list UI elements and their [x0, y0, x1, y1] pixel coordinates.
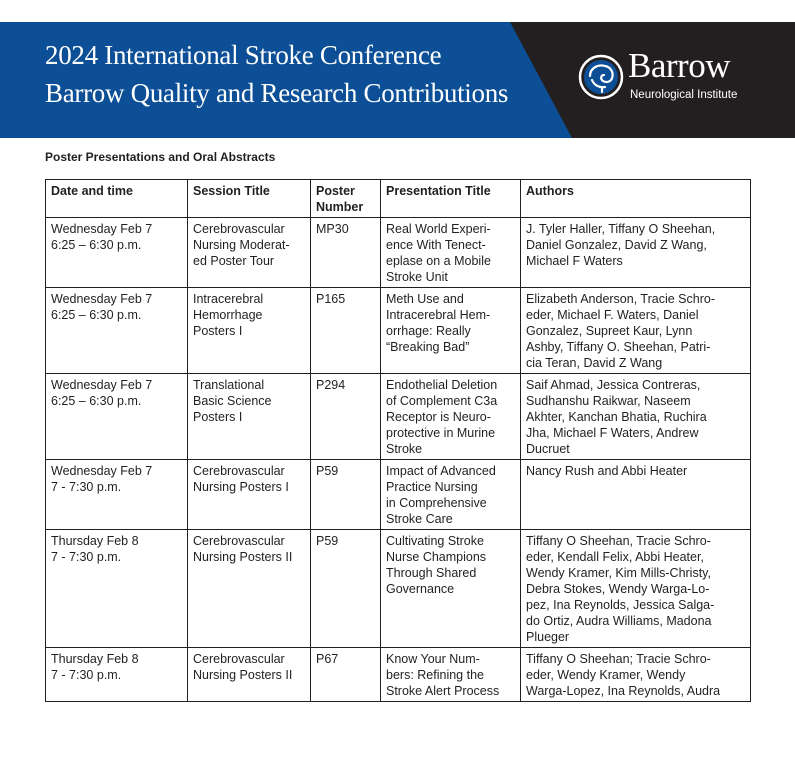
header-number: Poster Number	[311, 180, 381, 218]
cell-time: 7 - 7:30 p.m.	[51, 480, 122, 494]
cell-session: Translational Basic Science Posters I	[188, 374, 311, 460]
cell-time: 6:25 – 6:30 p.m.	[51, 394, 142, 408]
cell-day: Wednesday Feb 7	[51, 378, 153, 392]
cell-day: Thursday Feb 8	[51, 652, 139, 666]
table-row	[46, 530, 751, 648]
cell-title: Meth Use and Intracerebral Hem- orrhage: Really “Breaking Bad”	[381, 288, 521, 374]
section-title: Poster Presentations and Oral Abstracts	[45, 150, 276, 164]
cell-day: Wednesday Feb 7	[51, 464, 153, 478]
cell-date	[46, 460, 188, 530]
cell-title: Real World Experi- ence With Tenect- eplase on a Mobile Stroke Unit	[381, 218, 521, 288]
table-row	[46, 218, 751, 288]
table-header-row	[46, 180, 751, 218]
table-row	[46, 460, 751, 530]
cell-session: Cerebrovascular Nursing Posters II	[188, 648, 311, 702]
cell-time: 7 - 7:30 p.m.	[51, 550, 122, 564]
cell-number: P165	[311, 288, 381, 374]
cell-authors: Saif Ahmad, Jessica Contreras, Sudhanshu Raikwar, Naseem Akhter, Kanchan Bhatia, Ruchira Jha, Michael F Waters, Andrew Ducruet	[521, 374, 751, 460]
barrow-logo	[578, 46, 778, 112]
cell-date	[46, 530, 188, 648]
table-row	[46, 288, 751, 374]
conference-subtitle: Barrow Quality and Research Contributions	[45, 78, 509, 108]
cell-day: Thursday Feb 8	[51, 534, 139, 548]
cell-number: P59	[311, 460, 381, 530]
cell-session: Cerebrovascular Nursing Moderat- ed Poster Tour	[188, 218, 311, 288]
cell-title: Endothelial Deletion of Complement C3a Receptor is Neuro- protective in Murine Stroke	[381, 374, 521, 460]
header-authors: Authors	[521, 180, 751, 218]
cell-session: Intracerebral Hemorrhage Posters I	[188, 288, 311, 374]
cell-time: 7 - 7:30 p.m.	[51, 668, 122, 682]
cell-date	[46, 218, 188, 288]
cell-number: P294	[311, 374, 381, 460]
cell-number: MP30	[311, 218, 381, 288]
cell-session: Cerebrovascular Nursing Posters II	[188, 530, 311, 648]
cell-authors: Tiffany O Sheehan, Tracie Schro- eder, Kendall Felix, Abbi Heater, Wendy Kramer, Kim Mills-Christy, Debra Stokes, Wendy Warga-Lo- pez, Ina Reynolds, Jessica Salga- do Ortiz, Audra Williams, Madona Plueger	[521, 530, 751, 648]
cell-authors: Tiffany O Sheehan; Tracie Schro- eder, Wendy Kramer, Wendy Warga-Lopez, Ina Reynolds, Audra	[521, 648, 751, 702]
logo-subtitle: Neurological Institute	[630, 89, 738, 101]
cell-date	[46, 288, 188, 374]
cell-title: Cultivating Stroke Nurse Champions Through Shared Governance	[381, 530, 521, 648]
table-row	[46, 374, 751, 460]
logo-wordmark: Barrow	[628, 46, 730, 85]
cell-title: Know Your Num- bers: Refining the Stroke Alert Process	[381, 648, 521, 702]
cell-date	[46, 374, 188, 460]
brain-logo-icon	[578, 54, 624, 100]
cell-number: P59	[311, 530, 381, 648]
header-session: Session Title	[188, 180, 311, 218]
cell-session: Cerebrovascular Nursing Posters I	[188, 460, 311, 530]
table-row	[46, 648, 751, 702]
header-banner	[0, 0, 795, 138]
cell-day: Wednesday Feb 7	[51, 222, 153, 236]
cell-day: Wednesday Feb 7	[51, 292, 153, 306]
presentations-table	[45, 179, 751, 702]
cell-authors: Nancy Rush and Abbi Heater	[521, 460, 751, 530]
header-title: Presentation Title	[381, 180, 521, 218]
cell-authors: Elizabeth Anderson, Tracie Schro- eder, Michael F. Waters, Daniel Gonzalez, Supreet Kaur, Lynn Ashby, Tiffany O. Sheehan, Patri- cia Teran, David Z Wang	[521, 288, 751, 374]
cell-time: 6:25 – 6:30 p.m.	[51, 238, 142, 252]
cell-time: 6:25 – 6:30 p.m.	[51, 308, 142, 322]
cell-authors: J. Tyler Haller, Tiffany O Sheehan, Daniel Gonzalez, David Z Wang, Michael F Waters	[521, 218, 751, 288]
cell-number: P67	[311, 648, 381, 702]
cell-title: Impact of Advanced Practice Nursing in Comprehensive Stroke Care	[381, 460, 521, 530]
header-date: Date and time	[46, 180, 188, 218]
cell-date	[46, 648, 188, 702]
conference-title: 2024 International Stroke Conference	[45, 40, 442, 70]
